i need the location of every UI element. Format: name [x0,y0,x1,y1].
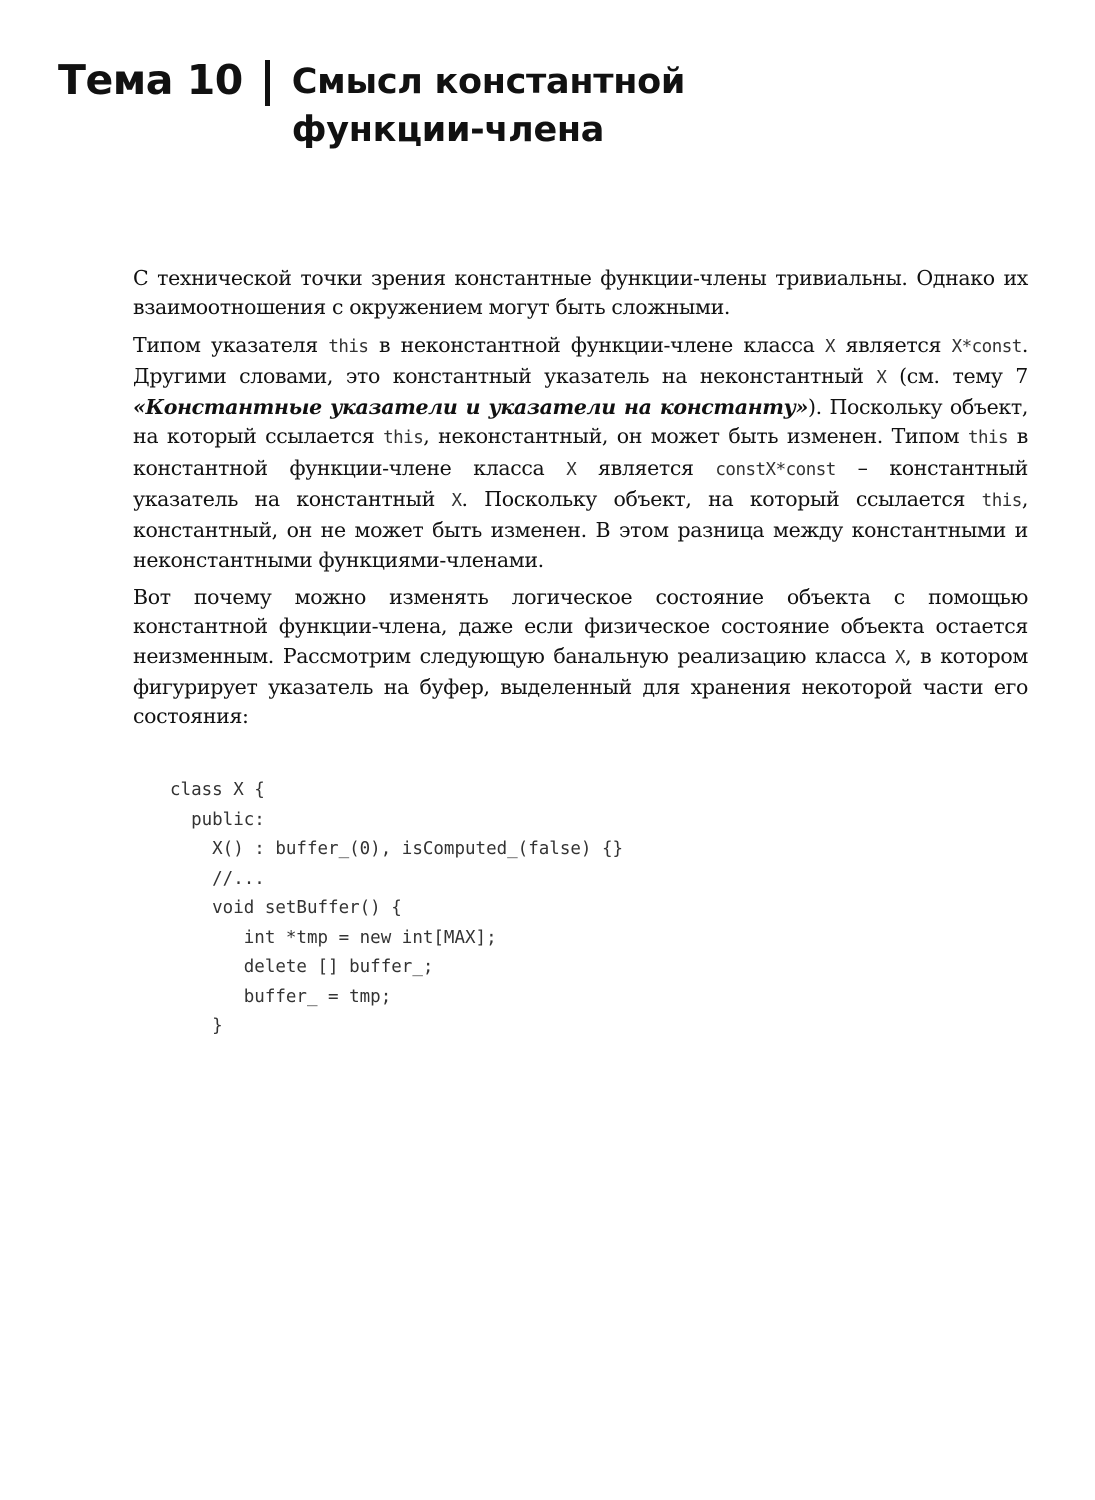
chapter-number: Тема 10 [58,56,243,104]
chapter-title [292,58,685,154]
code-line: void setBuffer() { [170,898,402,918]
text-span: – константный указатель на константный [133,455,1028,512]
code-listing [170,776,623,1042]
text-span: (см. тему 7 [886,363,1028,388]
text-span: , неконстантный, он может быть изменен. Типом [423,424,968,449]
inline-code: constX*const [715,459,836,480]
chapter-title-line-2: функции-члена [291,110,605,150]
chapter-divider-bar [265,60,270,106]
text-span: является [835,332,952,357]
paragraph-3 [133,583,1028,731]
inline-code: X [825,336,836,357]
text-span: в константной функции-члене класса [133,424,1029,480]
inline-code: X*const [951,336,1022,357]
text-span: Типом указателя [133,332,329,357]
code-line: } [170,1016,223,1036]
paragraph-1: С технической точки зрения константные функции-члены тривиальны. Однако их взаимоотношения с окружением могут быть сложными. [133,266,1028,320]
text-span: ). Поскольку объект, на который ссылается [133,395,1028,449]
paragraph-2 [133,331,1028,575]
text-span: . Другими словами, это константный указатель на неконстантный [133,332,1028,388]
text-span: в неконстантной функции-члене класса [368,332,826,357]
text-span: Вот почему можно изменять логическое состояние объекта с помощью константной функции-члена, даже если физическое состояние объекта остается неизменным. Рассмотрим следующую банальную реализацию класса [133,584,1028,668]
inline-code: X [451,491,462,512]
inline-code: this [981,491,1022,512]
inline-code: X [895,647,906,668]
inline-code: this [383,428,424,449]
code-line: delete [] buffer_; [170,957,434,977]
inline-code: X [876,367,887,388]
text-span: , константный, он не может быть изменен. В этом разница между константными и неконстантными функциями-членами. [133,487,1028,572]
code-line: X() : buffer_(0), isComputed_(false) {} [170,839,624,859]
text-span: , в котором фигурирует указатель на буфер, выделенный для хранения некоторой части его состояния: [133,643,1028,729]
code-line: public: [170,809,265,830]
inline-code: this [328,336,369,357]
text-span: является [576,455,716,480]
code-line: //... [170,868,265,889]
code-line: int *tmp = new int[MAX]; [170,927,497,948]
code-line: class X { [170,780,265,800]
inline-code: this [967,428,1009,449]
chapter-header [58,54,685,154]
inline-code: X [566,459,577,480]
body-text [133,264,1028,739]
cross-reference: «Константные указатели и указатели на константу» [133,395,809,420]
text-span: . Поскольку объект, на который ссылается [461,487,982,512]
chapter-title-line-1: Смысл константной [291,62,686,102]
code-line: buffer_ = tmp; [170,986,392,1007]
